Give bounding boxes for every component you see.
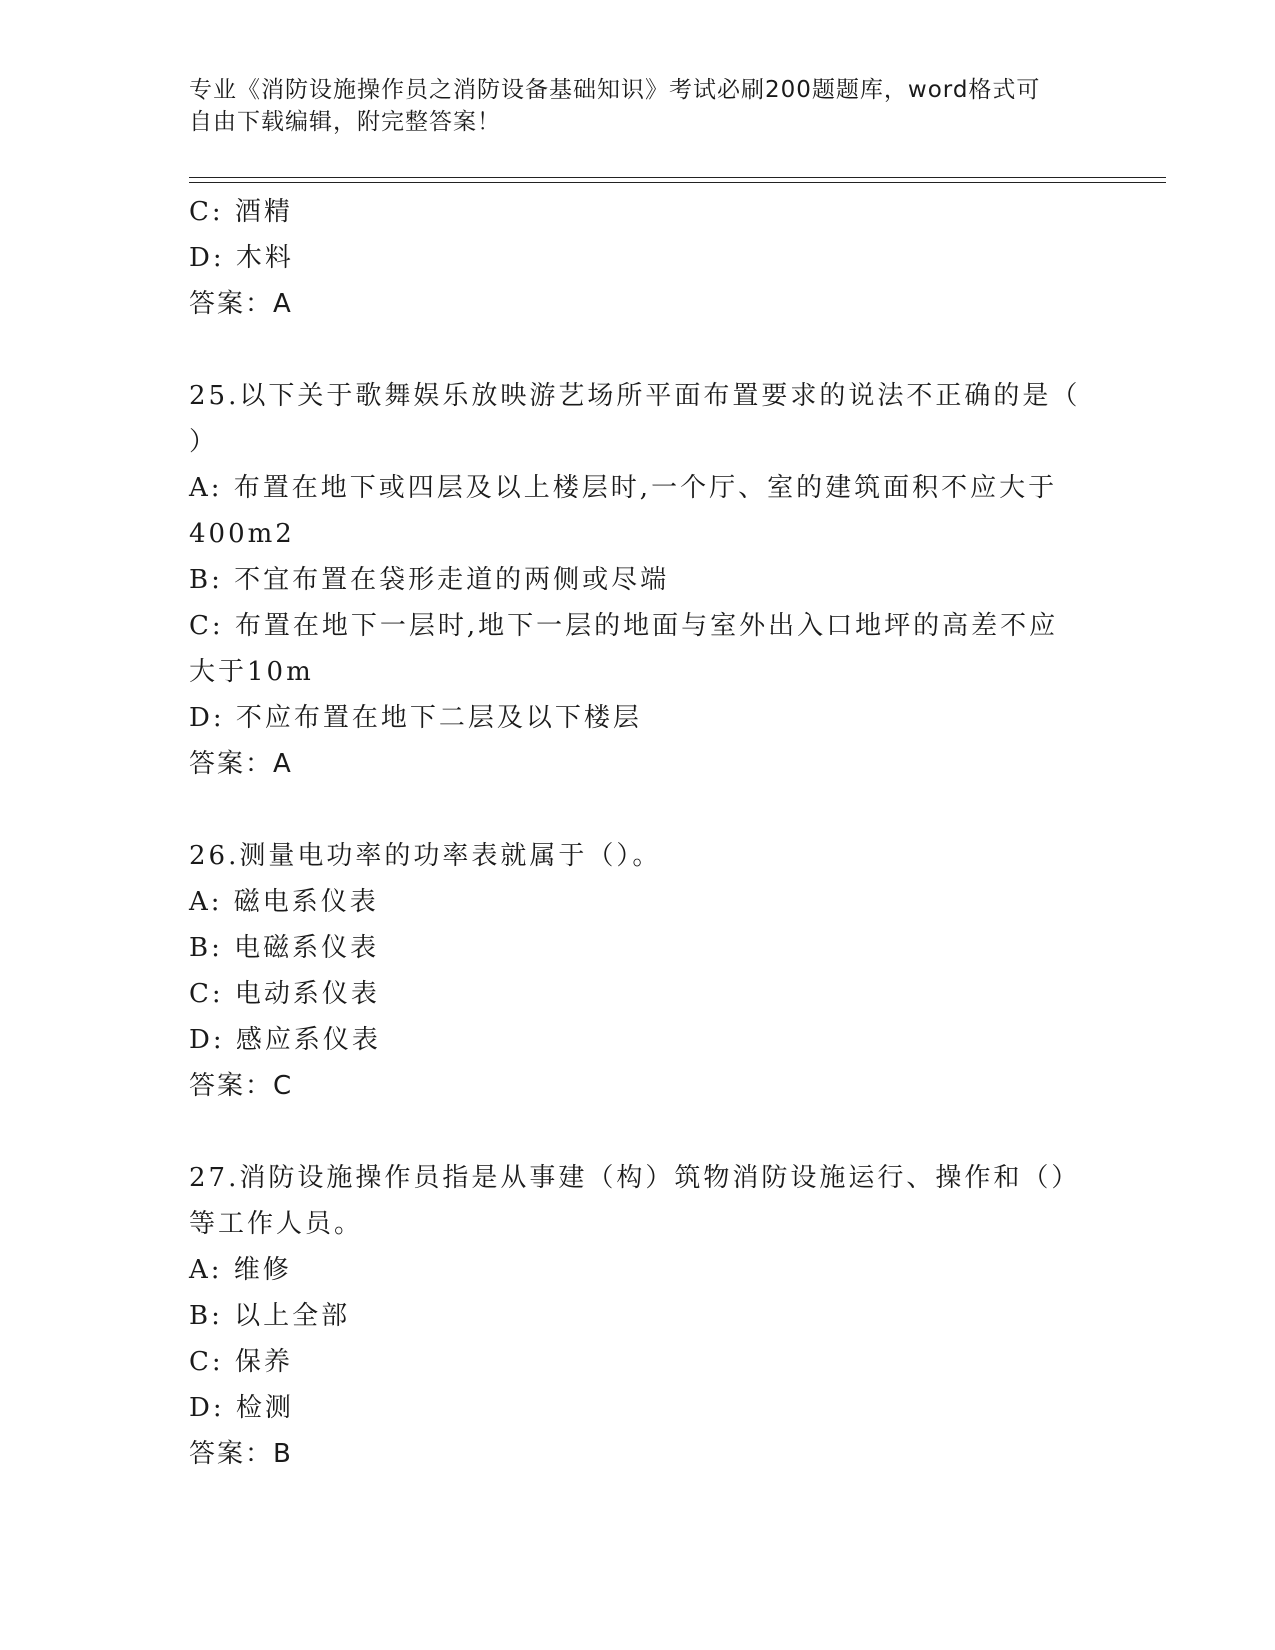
option-a: A: 维修 xyxy=(189,1255,292,1285)
option-a-cont: 400m2 xyxy=(189,519,295,549)
header-rule-bottom xyxy=(189,182,1166,183)
option-c: C: 保养 xyxy=(189,1347,293,1377)
question-24-remainder xyxy=(189,189,1089,327)
question-stem: 26.测量电功率的功率表就属于（）。 xyxy=(189,841,662,871)
question-stem: 25.以下关于歌舞娱乐放映游艺场所平面布置要求的说法不正确的是（ xyxy=(189,381,1081,411)
question-26 xyxy=(189,833,1089,1109)
question-25 xyxy=(189,373,1089,787)
option-b: B: 电磁系仪表 xyxy=(189,933,380,963)
option-c-cont: 大于10m xyxy=(189,657,314,687)
answer-line: 答案：C xyxy=(189,1071,294,1101)
answer-line: 答案：B xyxy=(189,1439,293,1469)
answer-line: 答案：A xyxy=(189,749,293,779)
header-line-2: 自由下载编辑，附完整答案！ xyxy=(189,109,501,135)
question-stem: 27.消防设施操作员指是从事建（构）筑物消防设施运行、操作和（） xyxy=(189,1163,1081,1193)
option-d: D: 感应系仪表 xyxy=(189,1025,381,1055)
option-b: B: 不宜布置在袋形走道的两侧或尽端 xyxy=(189,565,670,595)
question-stem-cont: 等工作人员。 xyxy=(189,1209,364,1239)
option-a: A: 布置在地下或四层及以上楼层时,一个厅、室的建筑面积不应大于 xyxy=(189,473,1058,503)
option-c: C: 酒精 xyxy=(189,197,293,227)
question-27 xyxy=(189,1155,1089,1477)
header-rule-top xyxy=(189,177,1166,178)
option-c: C: 电动系仪表 xyxy=(189,979,380,1009)
question-stem-cont: ） xyxy=(189,427,219,457)
option-c: C: 布置在地下一层时,地下一层的地面与室外出入口地坪的高差不应 xyxy=(189,611,1059,641)
option-b: B: 以上全部 xyxy=(189,1301,351,1331)
option-a: A: 磁电系仪表 xyxy=(189,887,379,917)
option-d: D: 木料 xyxy=(189,243,294,273)
answer-line: 答案：A xyxy=(189,289,293,319)
header-line-1: 专业《消防设施操作员之消防设备基础知识》考试必刷200题题库，word格式可 xyxy=(189,77,1041,103)
document-header xyxy=(189,74,1089,138)
document-body xyxy=(189,189,1089,1477)
option-d: D: 检测 xyxy=(189,1393,294,1423)
option-d: D: 不应布置在地下二层及以下楼层 xyxy=(189,703,642,733)
